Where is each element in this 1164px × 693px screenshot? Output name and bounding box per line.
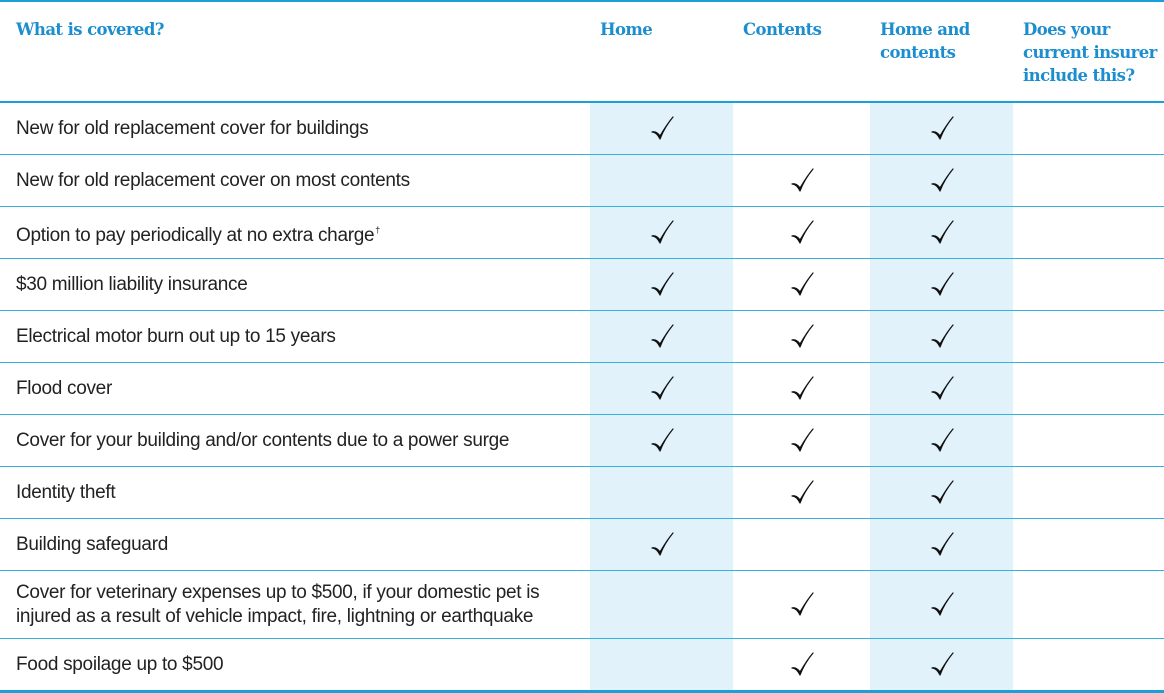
home-cell: [590, 207, 733, 259]
home-cell: [590, 259, 733, 311]
current-insurer-cell: [1013, 259, 1164, 311]
check-icon: [789, 478, 815, 508]
home-and-contents-cell: [870, 155, 1013, 207]
feature-label: Flood cover: [16, 377, 112, 399]
table-row: [0, 415, 1164, 467]
contents-cell: [733, 639, 870, 692]
home-and-contents-cell: [870, 259, 1013, 311]
feature-label: Electrical motor burn out up to 15 years: [16, 325, 336, 347]
header-what-is-covered: What is covered?: [0, 1, 590, 102]
check-icon: [789, 270, 815, 300]
header-contents: Contents: [733, 1, 870, 102]
feature-label: Option to pay periodically at no extra charge: [16, 224, 375, 246]
feature-label: Food spoilage up to $500: [16, 653, 224, 675]
table-row: [0, 259, 1164, 311]
check-icon: [929, 166, 955, 196]
feature-cell: [0, 155, 590, 207]
home-cell: [590, 311, 733, 363]
contents-cell: [733, 311, 870, 363]
check-icon: [929, 374, 955, 404]
home-and-contents-cell: [870, 207, 1013, 259]
home-cell: [590, 155, 733, 207]
feature-cell: [0, 415, 590, 467]
feature-label: Identity theft: [16, 481, 116, 503]
current-insurer-cell: [1013, 571, 1164, 639]
home-cell: [590, 363, 733, 415]
contents-cell: [733, 467, 870, 519]
footnote-marker: †: [375, 224, 380, 235]
feature-label: New for old replacement cover on most contents: [16, 169, 410, 191]
feature-label: Cover for veterinary expenses up to $500, if your domestic pet is injured as a result of vehicle impact, fire, lightning or earthquake: [16, 581, 540, 627]
check-icon: [649, 374, 675, 404]
check-icon: [649, 270, 675, 300]
check-icon: [649, 218, 675, 248]
check-icon: [649, 530, 675, 560]
contents-cell: [733, 519, 870, 571]
check-icon: [929, 530, 955, 560]
check-icon: [649, 426, 675, 456]
check-icon: [929, 322, 955, 352]
feature-cell: [0, 363, 590, 415]
contents-cell: [733, 363, 870, 415]
home-and-contents-cell: [870, 311, 1013, 363]
check-icon: [649, 322, 675, 352]
current-insurer-cell: [1013, 207, 1164, 259]
table-header: [0, 1, 1164, 102]
check-icon: [789, 590, 815, 620]
header-home-and-contents: Home and contents: [870, 1, 1013, 102]
feature-label: $30 million liability insurance: [16, 273, 248, 295]
table-row: [0, 467, 1164, 519]
feature-cell: [0, 571, 590, 639]
check-icon: [929, 590, 955, 620]
current-insurer-cell: [1013, 155, 1164, 207]
contents-cell: [733, 571, 870, 639]
table-row: [0, 363, 1164, 415]
check-icon: [929, 650, 955, 680]
table-row: [0, 102, 1164, 155]
feature-cell: [0, 102, 590, 155]
current-insurer-cell: [1013, 415, 1164, 467]
feature-cell: [0, 639, 590, 692]
check-icon: [789, 650, 815, 680]
table-row: [0, 519, 1164, 571]
check-icon: [789, 426, 815, 456]
check-icon: [929, 218, 955, 248]
check-icon: [649, 114, 675, 144]
feature-cell: [0, 259, 590, 311]
contents-cell: [733, 415, 870, 467]
home-cell: [590, 639, 733, 692]
home-cell: [590, 102, 733, 155]
home-cell: [590, 519, 733, 571]
header-current-insurer: Does your current insurer include this?: [1013, 1, 1164, 102]
table-row: [0, 155, 1164, 207]
current-insurer-cell: [1013, 519, 1164, 571]
current-insurer-cell: [1013, 311, 1164, 363]
table-row: [0, 311, 1164, 363]
contents-cell: [733, 155, 870, 207]
home-cell: [590, 571, 733, 639]
feature-label: New for old replacement cover for buildings: [16, 117, 369, 139]
check-icon: [929, 426, 955, 456]
table-body: [0, 102, 1164, 692]
feature-cell: [0, 519, 590, 571]
current-insurer-cell: [1013, 467, 1164, 519]
contents-cell: [733, 259, 870, 311]
home-and-contents-cell: [870, 102, 1013, 155]
current-insurer-cell: [1013, 363, 1164, 415]
home-and-contents-cell: [870, 571, 1013, 639]
current-insurer-cell: [1013, 102, 1164, 155]
home-cell: [590, 415, 733, 467]
table-row: [0, 639, 1164, 692]
feature-cell: [0, 311, 590, 363]
home-and-contents-cell: [870, 519, 1013, 571]
header-row: [0, 1, 1164, 102]
contents-cell: [733, 102, 870, 155]
home-and-contents-cell: [870, 467, 1013, 519]
home-and-contents-cell: [870, 363, 1013, 415]
header-home: Home: [590, 1, 733, 102]
feature-cell: [0, 207, 590, 259]
check-icon: [789, 374, 815, 404]
home-and-contents-cell: [870, 415, 1013, 467]
check-icon: [929, 478, 955, 508]
feature-label: Cover for your building and/or contents due to a power surge: [16, 429, 510, 451]
check-icon: [929, 114, 955, 144]
table-row: [0, 207, 1164, 259]
contents-cell: [733, 207, 870, 259]
table-row: [0, 571, 1164, 639]
check-icon: [789, 322, 815, 352]
feature-cell: [0, 467, 590, 519]
check-icon: [929, 270, 955, 300]
home-cell: [590, 467, 733, 519]
current-insurer-cell: [1013, 639, 1164, 692]
feature-label: Building safeguard: [16, 533, 168, 555]
check-icon: [789, 166, 815, 196]
check-icon: [789, 218, 815, 248]
home-and-contents-cell: [870, 639, 1013, 692]
